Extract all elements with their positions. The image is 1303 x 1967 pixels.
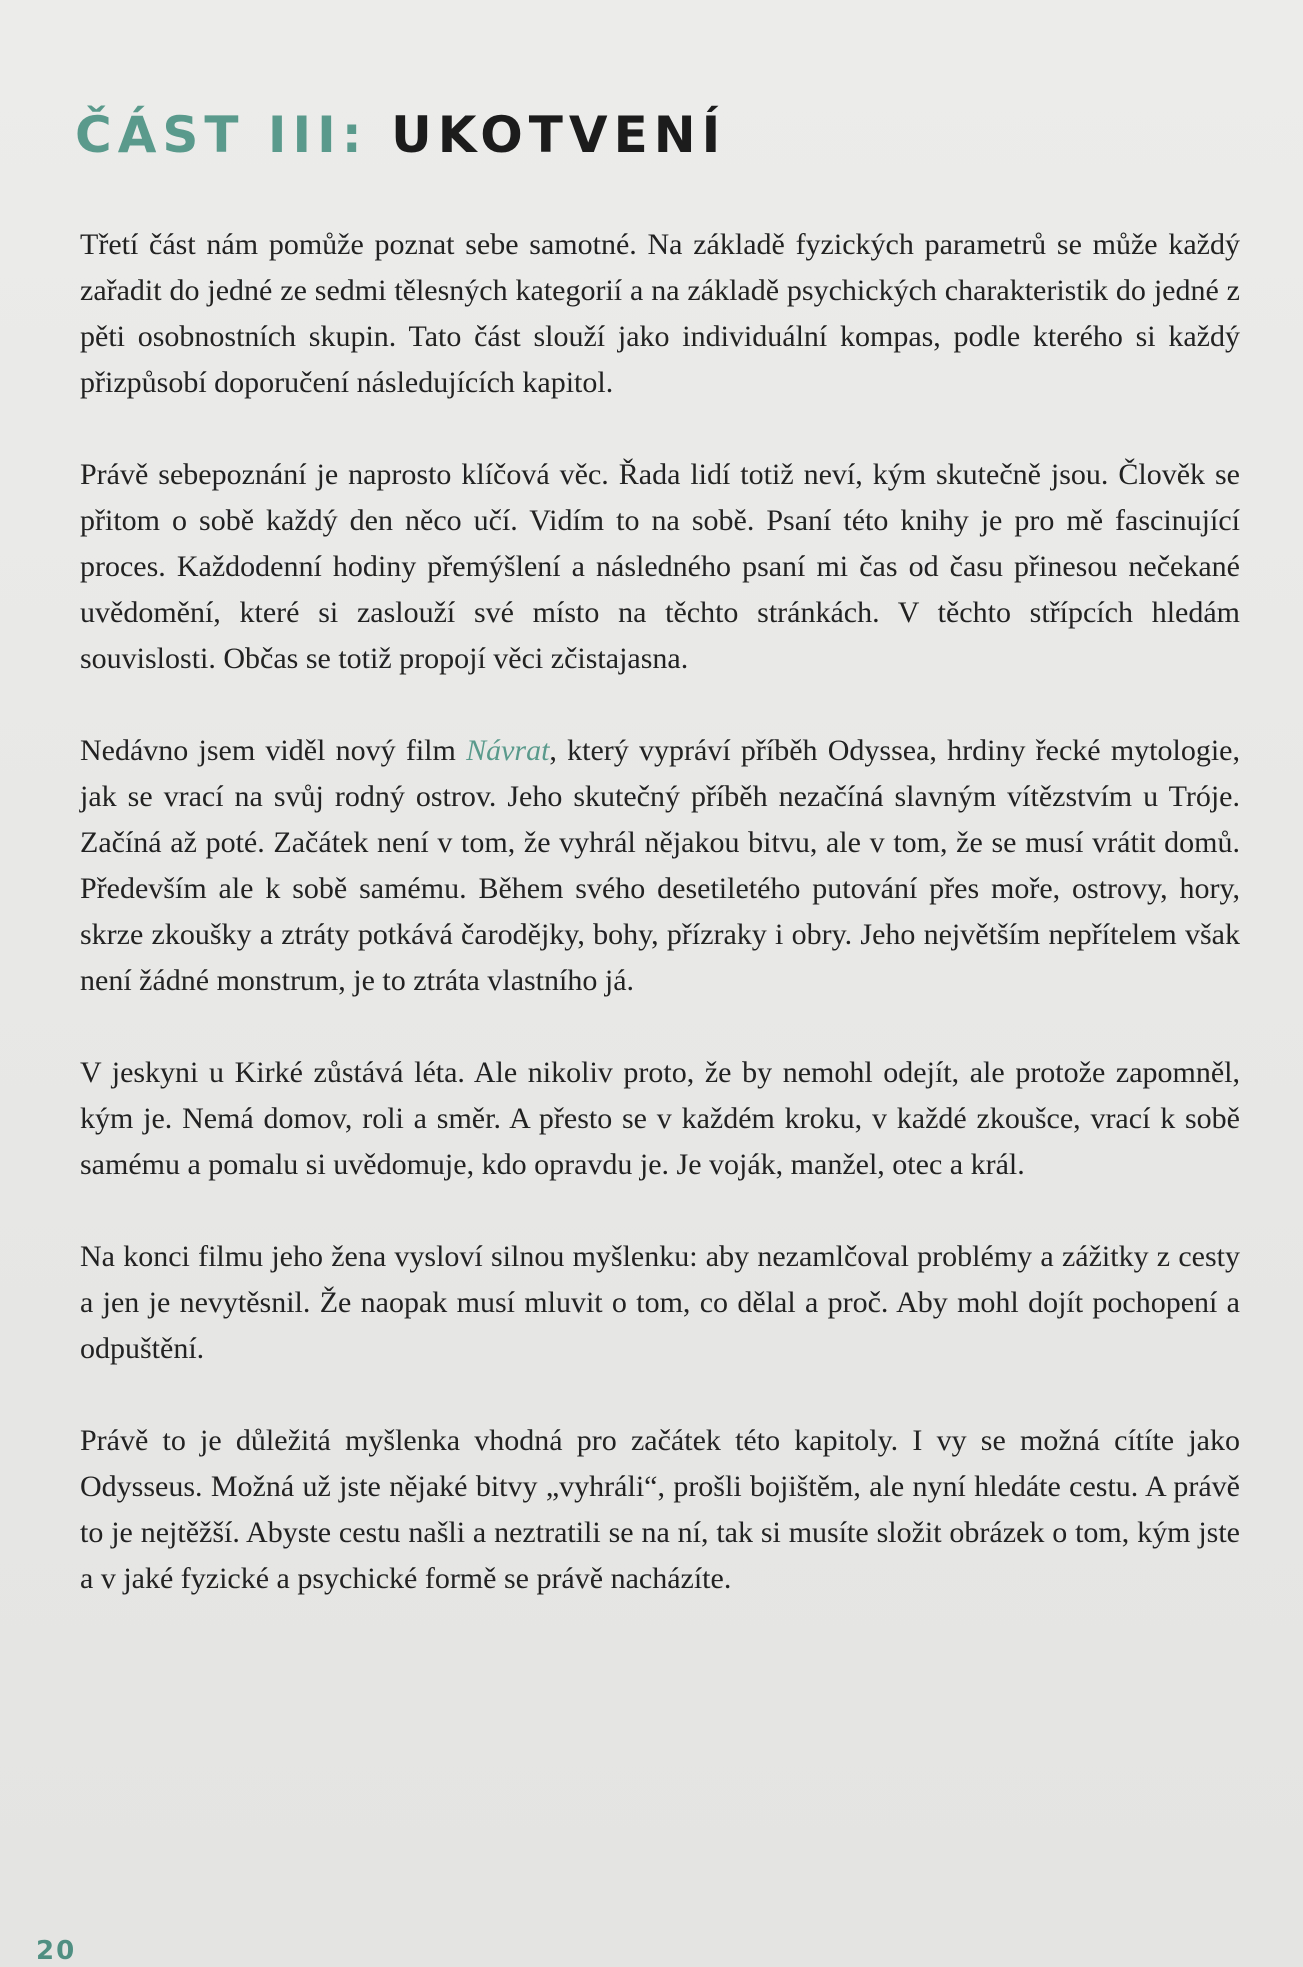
paragraph-3 (80, 728, 1240, 1004)
paragraph-5: Na konci filmu jeho žena vysloví silnou myšlenku: aby nezamlčoval problémy a zážitky z cesty a jen je nevytěsnil. Že naopak musí mluvit o tom, co dělal a proč. Aby mohl dojít pochopení a odpuštění. (80, 1240, 1240, 1365)
body-text (80, 222, 1240, 1602)
paragraph-4: V jeskyni u Kirké zůstává léta. Ale nikoliv proto, že by nemohl odejít, ale protože zapomněl, kým je. Nemá domov, roli a směr. A přesto se v každém kroku, v každé zkoušce, vrací k sobě samému a pomalu si uvědomuje, kdo opravdu je. Je voják, manžel, otec a král. (80, 1056, 1240, 1181)
paragraph-1: Třetí část nám pomůže poznat sebe samotné. Na základě fyzických parametrů se může každý zařadit do jedné ze sedmi tělesných kategorií a na základě psychických charakteristik do jedné z pěti osobnostních skupin. Tato část slouží jako individuální kompas, podle kterého si každý přizpůsobí doporučení následujících kapitol. (80, 228, 1240, 399)
chapter-heading (75, 100, 726, 170)
paragraph-3-start: Nedávno jsem viděl nový film (80, 734, 467, 767)
chapter-part-label: ČÁST III: (75, 106, 368, 164)
paragraph-6: Právě to je důležitá myšlenka vhodná pro začátek této kapitoly. I vy se možná cítíte jako Odysseus. Možná už jste nějaké bitvy „vyhráli“, prošli bojištěm, ale nyní hledáte cestu. A právě to je nejtěžší. Abyste cestu našli a neztratili se na ní, tak si musíte složit obrázek o tom, kým jste a v jaké fyzické a psychické formě se právě nacházíte. (80, 1424, 1240, 1595)
paragraph-3-rest: , který vypráví příběh Odyssea, hrdiny řecké mytologie, jak se vrací na svůj rodný ostrov. Jeho skutečný příběh nezačíná slavným vítězstvím u Tróje. Začíná až poté. Začátek není v tom, že vyhrál nějakou bitvu, ale v tom, že se musí vrátit domů. Především ale k sobě samému. Během svého desetiletého putování přes moře, ostrovy, hory, skrze zkoušky a ztráty potkává čarodějky, bohy, přízraky i obry. Jeho největším nepřítelem však není žádné monstrum, je to ztráta vlastního já. (80, 734, 1241, 997)
page-number: 20 (36, 1936, 77, 1966)
paragraph-2: Právě sebepoznání je naprosto klíčová věc. Řada lidí totiž neví, kým skutečně jsou. Člověk se přitom o sobě každý den něco učí. Vidím to na sobě. Psaní této knihy je pro mě fascinující proces. Každodenní hodiny přemýšlení a následného psaní mi čas od času přinesou nečekané uvědomění, které si zaslouží své místo na těchto stránkách. V těchto střípcích hledám souvislosti. Občas se totiž propojí věci zčistajasna. (80, 458, 1240, 675)
film-title: Návrat (466, 734, 550, 767)
chapter-title: UKOTVENÍ (391, 106, 727, 164)
